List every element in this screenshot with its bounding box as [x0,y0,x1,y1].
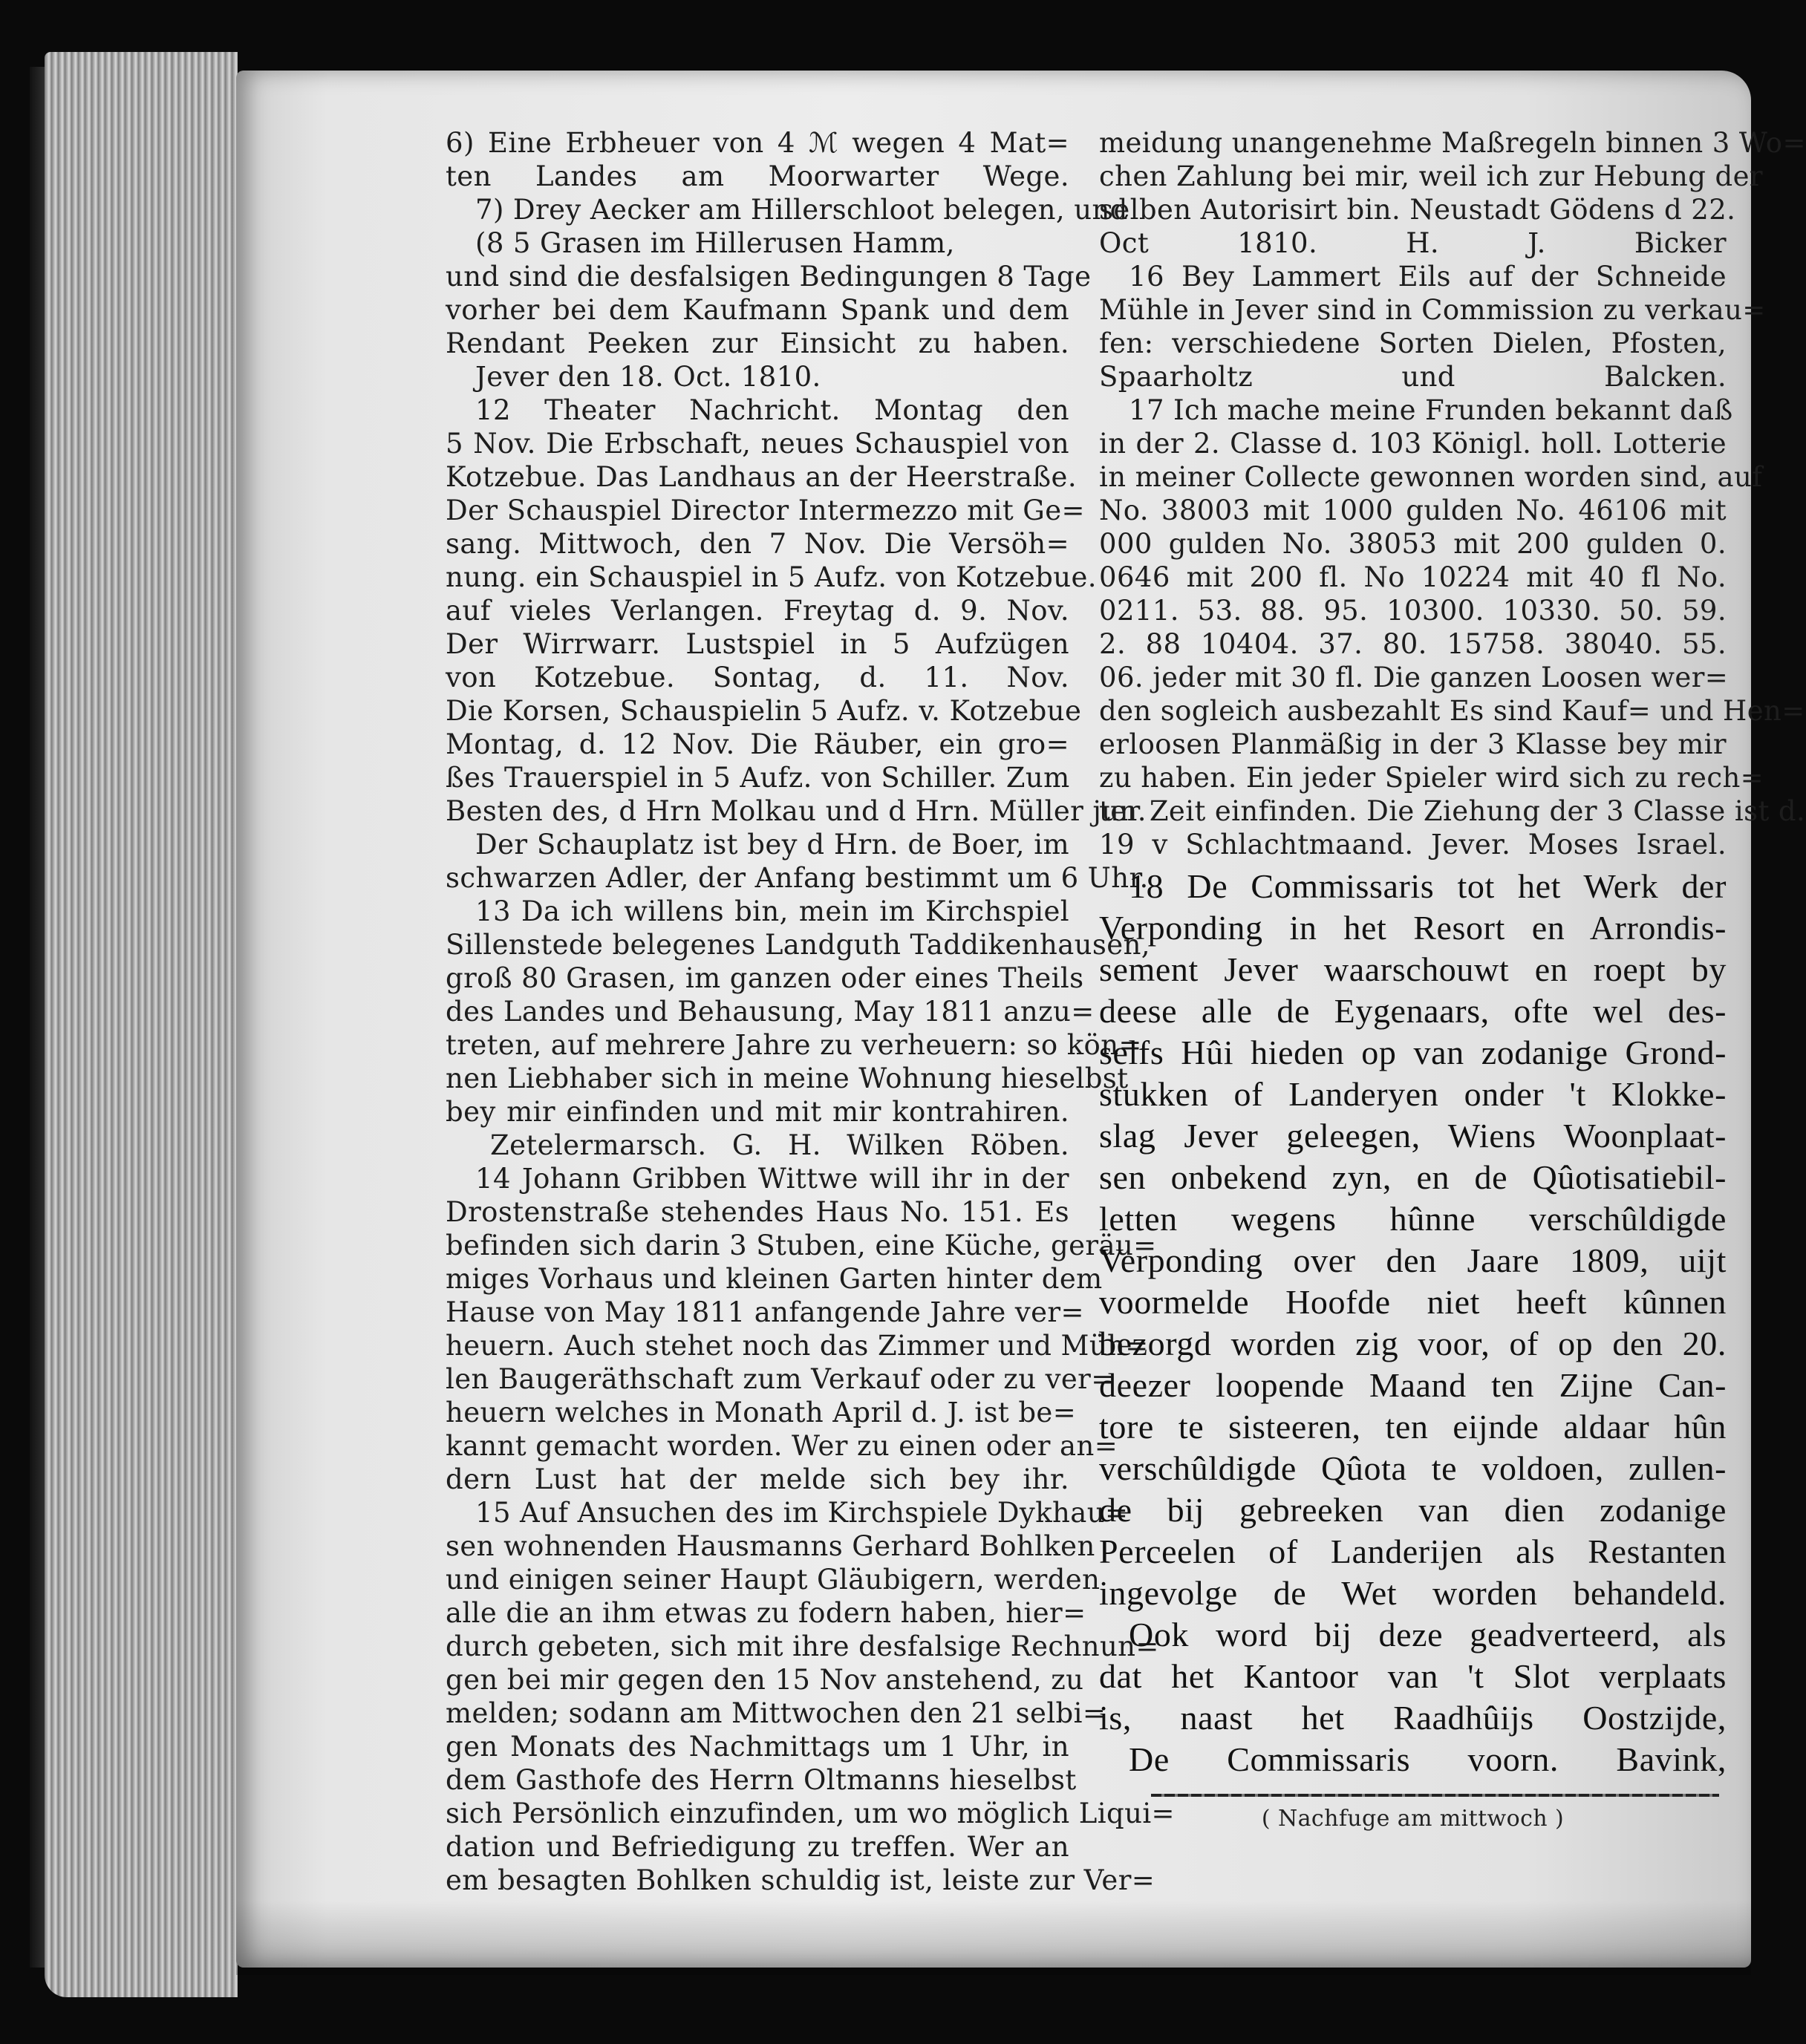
text-line: 16 Bey Lammert Eils auf der Schneide [1129,261,1727,293]
text-line: (8 5 Grasen im Hillerusen Hamm, [475,227,955,259]
text-line: deezer loopende Maand ten Zijne Can- [1099,1366,1727,1404]
text-line: sen wohnenden Hausmanns Gerhard Bohlken [446,1530,1095,1562]
separator-rule [1151,1794,1719,1797]
text-line: 6) Eine Erbheuer von 4 ℳ wegen 4 Mat= [446,127,1069,159]
text-line: selfs Hûi hieden op van zodanige Grond- [1099,1034,1727,1071]
text-line: 000 gulden No. 38053 mit 200 gulden 0. [1099,528,1727,560]
text-line: Sillenstede belegenes Landguth Taddikenhausen, [446,929,1150,961]
text-line: em besagten Bohlken schuldig ist, leiste zur Ver= [446,1864,1155,1896]
text-line: fen: verschiedene Sorten Dielen, Pfosten, [1099,327,1727,359]
text-line: durch gebeten, sich mit ihre desfalsige Rechnun= [446,1630,1159,1662]
text-line: in der 2. Classe d. 103 Königl. holl. Lotterie [1099,428,1727,460]
text-line: vorher bei dem Kaufmann Spank und dem [446,294,1069,326]
text-line: dation und Befriedigung zu treffen. Wer an [446,1831,1069,1863]
text-line: tore te sisteeren, ten eijnde aldaar hûn [1099,1408,1727,1446]
text-line: slag Jever geleegen, Wiens Woonplaat- [1099,1117,1727,1155]
text-line: heuern welches in Monath April d. J. ist be= [446,1397,1077,1428]
text-line: De Commissaris voorn. Bavink, [1129,1740,1727,1778]
text-line: heuern. Auch stehet noch das Zimmer und Müh= [446,1330,1149,1362]
text-line: 2. 88 10404. 37. 80. 15758. 38040. 55. [1099,628,1727,660]
text-line: chen Zahlung bei mir, weil ich zur Hebung der [1099,160,1763,192]
text-line: miges Vorhaus und kleinen Garten hinter dem [446,1263,1103,1295]
text-line: dat het Kantoor van 't Slot verplaats [1099,1657,1727,1695]
text-line: 17 Ich mache meine Frunden bekannt daß [1129,394,1733,426]
text-line: Hause von May 1811 anfangende Jahre ver= [446,1296,1084,1328]
text-line: 12 Theater Nachricht. Montag den [475,394,1069,426]
text-line: nung. ein Schauspiel in 5 Aufz. von Kotzebue. [446,561,1097,593]
text-line: verschûldigde Qûota te voldoen, zullen- [1099,1449,1727,1487]
text-line: groß 80 Grasen, im ganzen oder eines Theils [446,962,1084,994]
text-line: ten Landes am Moorwarter Wege. [446,160,1069,192]
text-line: sen onbekend zyn, en de Qûotisatiebil- [1099,1158,1727,1196]
text-line: und einigen seiner Haupt Gläubigern, werden [446,1564,1101,1596]
text-line: Rendant Peeken zur Einsicht zu haben. [446,327,1069,359]
page-bottom-shadow [236,1901,1751,1975]
text-line: Jever den 18. Oct. 1810. [475,361,821,393]
text-line: voormelde Hoofde niet heeft kûnnen [1099,1283,1727,1321]
right-column-dutch-notice [1099,866,1727,1780]
text-line: de bij gebreeken van dien zodanige [1099,1491,1727,1529]
text-line: dern Lust hat der melde sich bey ihr. [446,1463,1069,1495]
text-line: befinden sich darin 3 Stuben, eine Küche, geräu= [446,1230,1157,1261]
text-line: dem Gasthofe des Herrn Oltmanns hieselbst [446,1764,1077,1796]
text-line: schwarzen Adler, der Anfang bestimmt um 6 Uhr. [446,862,1149,894]
text-line: zu haben. Ein jeder Spieler wird sich zu rech= [1099,762,1764,794]
text-line: melden; sodann am Mittwochen den 21 selbi= [446,1697,1106,1729]
text-line: den sogleich ausbezahlt Es sind Kauf= und Hen= [1099,695,1805,727]
text-line: Die Korsen, Schauspielin 5 Aufz. v. Kotzebue [446,695,1082,727]
text-line: ter Zeit einfinden. Die Ziehung der 3 Classe ist d. [1099,795,1806,827]
text-line: von Kotzebue. Sontag, d. 11. Nov. [446,662,1069,693]
text-line: ßes Trauerspiel in 5 Aufz. von Schiller. Zum [446,762,1070,794]
text-line: sich Persönlich einzufinden, um wo möglich Liqui= [446,1798,1175,1829]
text-line: sang. Mittwoch, den 7 Nov. Die Versöh= [446,528,1069,560]
text-line: 5 Nov. Die Erbschaft, neues Schauspiel von [446,428,1069,460]
text-line: Mühle in Jever sind in Commission zu verkau= [1099,294,1766,326]
left-column [446,126,1175,1897]
text-line: Der Schauspiel Director Intermezzo mit Ge= [446,494,1085,526]
text-line: ingevolge de Wet worden behandeld. [1099,1574,1727,1612]
text-line: bezorgd worden zig voor, of op den 20. [1099,1325,1727,1362]
right-column-german-notices [1099,126,1806,861]
text-line: treten, auf mehrere Jahre zu verheuern: so kön= [446,1029,1142,1061]
text-line: erloosen Planmäßig in der 3 Klasse bey mir [1099,728,1727,760]
text-line: 18 De Commissaris tot het Werk der [1129,867,1727,905]
text-line: Der Schauplatz ist bey d Hrn. de Boer, im [475,829,1069,861]
text-line: 14 Johann Gribben Wittwe will ihr in der [475,1163,1069,1195]
text-line: 19 v Schlachtmaand. Jever. Moses Israel. [1099,829,1727,861]
text-line: letten wegens hûnne verschûldigde [1099,1200,1727,1238]
book-page-edges [45,52,238,1997]
text-line: Oct 1810. H. J. Bicker [1099,227,1727,259]
continuation-note: ( Nachfuge am mittwoch ) [1261,1806,1565,1832]
text-line: gen Monats des Nachmittags um 1 Uhr, in [446,1731,1069,1763]
text-line: Montag, d. 12 Nov. Die Räuber, ein gro= [446,728,1069,760]
text-line: len Baugeräthschaft zum Verkauf oder zu ver= [446,1363,1115,1395]
text-line: 13 Da ich willens bin, mein im Kirchspiel [475,895,1069,927]
text-line: Besten des, d Hrn Molkau und d Hrn. Müller jun. [446,795,1147,827]
text-line: Drostenstraße stehendes Haus No. 151. Es [446,1196,1069,1228]
text-line: 06. jeder mit 30 fl. Die ganzen Loosen wer= [1099,662,1729,693]
text-line: stukken of Landeryen onder 't Klokke- [1099,1075,1727,1113]
text-line: Verponding in het Resort en Arrondis- [1099,909,1727,947]
text-line: 15 Auf Ansuchen des im Kirchspiele Dykhau= [475,1497,1129,1529]
text-line: Ook word bij deze geadverteerd, als [1129,1616,1727,1653]
text-line: Spaarholtz und Balcken. [1099,361,1727,393]
text-line: Zetelermarsch. G. H. Wilken Röben. [490,1129,1069,1161]
text-line: kannt gemacht worden. Wer zu einen oder an= [446,1430,1118,1462]
text-line: auf vieles Verlangen. Freytag d. 9. Nov. [446,595,1069,627]
text-line: meidung unangenehme Maßregeln binnen 3 Wo= [1099,127,1806,159]
text-line: 7) Drey Aecker am Hillerschloot belegen, und [475,194,1128,226]
text-line: des Landes und Behausung, May 1811 anzu= [446,996,1095,1028]
text-line: Kotzebue. Das Landhaus an der Heerstraße. [446,461,1078,493]
text-line: deese alle de Eygenaars, ofte wel des- [1099,992,1727,1030]
text-line: nen Liebhaber sich in meine Wohnung hieselbst [446,1062,1129,1094]
text-line: Verponding over den Jaare 1809, uijt [1099,1241,1727,1279]
text-line: Perceelen of Landerijen als Restanten [1099,1532,1727,1570]
text-line: 0211. 53. 88. 95. 10300. 10330. 50. 59. [1099,595,1727,627]
text-line: 0646 mit 200 fl. No 10224 mit 40 fl No. [1099,561,1727,593]
text-line: und sind die desfalsigen Bedingungen 8 Tage [446,261,1092,293]
text-line: bey mir einfinden und mit mir kontrahiren. [446,1096,1069,1128]
text-line: No. 38003 mit 1000 gulden No. 46106 mit [1099,494,1727,526]
text-line: is, naast het Raadhûijs Oostzijde, [1099,1699,1727,1737]
text-line: gen bei mir gegen den 15 Nov anstehend, zu [446,1664,1084,1696]
text-line: Der Wirrwarr. Lustspiel in 5 Aufzügen [446,628,1069,660]
right-column [1099,126,1806,1834]
text-line: in meiner Collecte gewonnen worden sind, auf [1099,461,1763,493]
text-line: selben Autorisirt bin. Neustadt Gödens d 22. [1099,194,1736,226]
text-line: alle die an ihm etwas zu fodern haben, hier= [446,1597,1086,1629]
text-line: sement Jever waarschouwt en roept by [1099,950,1727,988]
